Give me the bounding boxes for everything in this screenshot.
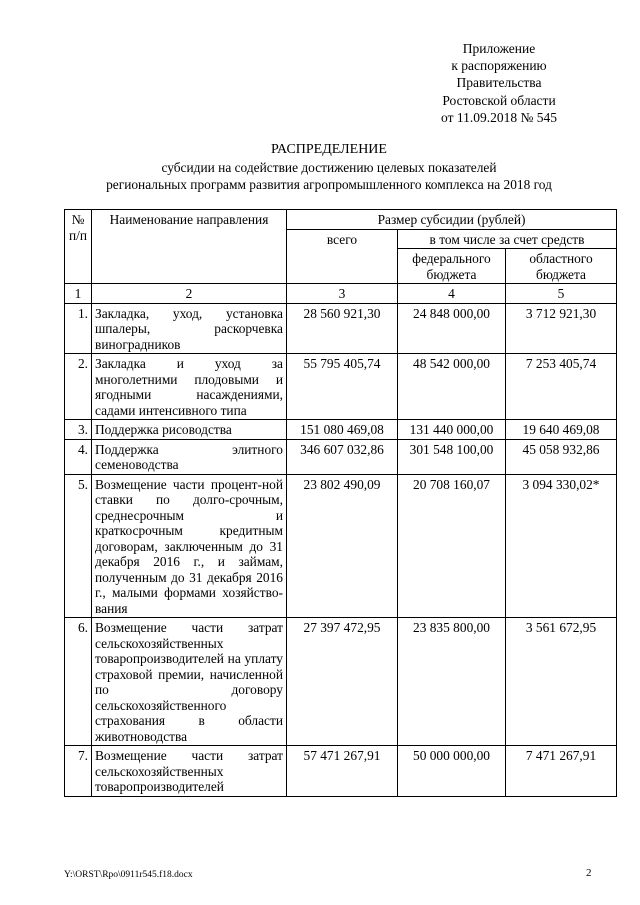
- appendix-line: Приложение: [462, 41, 536, 56]
- column-number: 3: [287, 284, 398, 304]
- file-path: Y:\ORST\Rpo\0911r545.f18.docx: [64, 870, 193, 880]
- row-total: 55 795 405,74: [287, 354, 398, 420]
- header-cell-size: Размер субсидии (рублей): [287, 210, 617, 230]
- row-name: Закладка, уход, установка шпалеры, раскорчевка виноградников: [92, 303, 287, 354]
- table-row: [65, 354, 617, 420]
- subsidy-table: [64, 209, 617, 797]
- row-total: 151 080 469,08: [287, 420, 398, 440]
- column-number: 1: [65, 284, 92, 304]
- row-regional: 7 253 405,74: [506, 354, 617, 420]
- row-total: 346 607 032,86: [287, 439, 398, 474]
- header-cell-federal: федерального бюджета: [398, 249, 506, 284]
- header-cell-regional: областного бюджета: [506, 249, 617, 284]
- row-name: Возмещение части затрат сельскохозяйственных товаропроизводителей: [92, 746, 287, 797]
- row-total: 23 802 490,09: [287, 474, 398, 618]
- row-regional: 19 640 469,08: [506, 420, 617, 440]
- row-federal: 48 542 000,00: [398, 354, 506, 420]
- row-number: 1.: [65, 303, 92, 354]
- row-number: 5.: [65, 474, 92, 618]
- row-regional: 3 712 921,30: [506, 303, 617, 354]
- row-number: 7.: [65, 746, 92, 797]
- table-row: [65, 439, 617, 474]
- appendix-line: Ростовской области: [442, 92, 556, 108]
- row-name: Поддержка элитного семеноводства: [92, 439, 287, 474]
- row-federal: 131 440 000,00: [398, 420, 506, 440]
- row-name: Поддержка рисоводства: [92, 420, 287, 440]
- column-number: 2: [92, 284, 287, 304]
- row-regional: 3 561 672,95: [506, 618, 617, 746]
- table-row: [65, 420, 617, 440]
- row-federal: 24 848 000,00: [398, 303, 506, 354]
- table-header-row: [65, 210, 617, 230]
- document-title: РАСПРЕДЕЛЕНИЕ: [271, 142, 387, 157]
- header-cell-including: в том числе за счет средств: [398, 229, 617, 249]
- row-federal: 50 000 000,00: [398, 746, 506, 797]
- column-number: 5: [506, 284, 617, 304]
- table-row: [65, 474, 617, 618]
- row-total: 57 471 267,91: [287, 746, 398, 797]
- appendix-line: от 11.09.2018 № 545: [441, 109, 557, 125]
- header-cell-name: Наименование направления: [92, 210, 287, 284]
- row-total: 27 397 472,95: [287, 618, 398, 746]
- appendix-block: [410, 40, 588, 126]
- row-total: 28 560 921,30: [287, 303, 398, 354]
- row-regional: 45 058 932,86: [506, 439, 617, 474]
- row-number: 6.: [65, 618, 92, 746]
- document-subtitle: региональных программ развития агропромышленного комплекса на 2018 год: [106, 177, 552, 192]
- header-cell-total: всего: [287, 229, 398, 284]
- row-federal: 301 548 100,00: [398, 439, 506, 474]
- row-number: 4.: [65, 439, 92, 474]
- appendix-line: к распоряжению: [451, 58, 547, 74]
- table-row: [65, 303, 617, 354]
- row-number: 2.: [65, 354, 92, 420]
- table-row: [65, 746, 617, 797]
- row-regional: 7 471 267,91: [506, 746, 617, 797]
- page-number: 2: [586, 867, 592, 879]
- row-federal: 20 708 160,07: [398, 474, 506, 618]
- table-row: [65, 618, 617, 746]
- row-name: Возмещение части процент-ной ставки по долго-срочным, среднесрочным и краткосрочным кредитным договорам, заключенным до 31 декабря 2016 г., и займам, полученным до 31 декабря 2016 г., малыми формами хозяйство-вания: [92, 474, 287, 618]
- row-regional: 3 094 330,02*: [506, 474, 617, 618]
- column-number: 4: [398, 284, 506, 304]
- document-subtitle: субсидии на содействие достижению целевых показателей: [161, 160, 497, 175]
- appendix-line: Правительства: [456, 75, 542, 91]
- header-cell-number: № п/п: [65, 210, 92, 284]
- column-number-row: [65, 284, 617, 304]
- row-number: 3.: [65, 420, 92, 440]
- row-name: Возмещение части затрат сельскохозяйственных товаропроизводителей на уплату страховой премии, начисленной по договору сельскохозяйственного страхования в области животноводства: [92, 618, 287, 746]
- row-federal: 23 835 800,00: [398, 618, 506, 746]
- row-name: Закладка и уход за многолетними плодовыми и ягодными насаждениями, садами интенсивного типа: [92, 354, 287, 420]
